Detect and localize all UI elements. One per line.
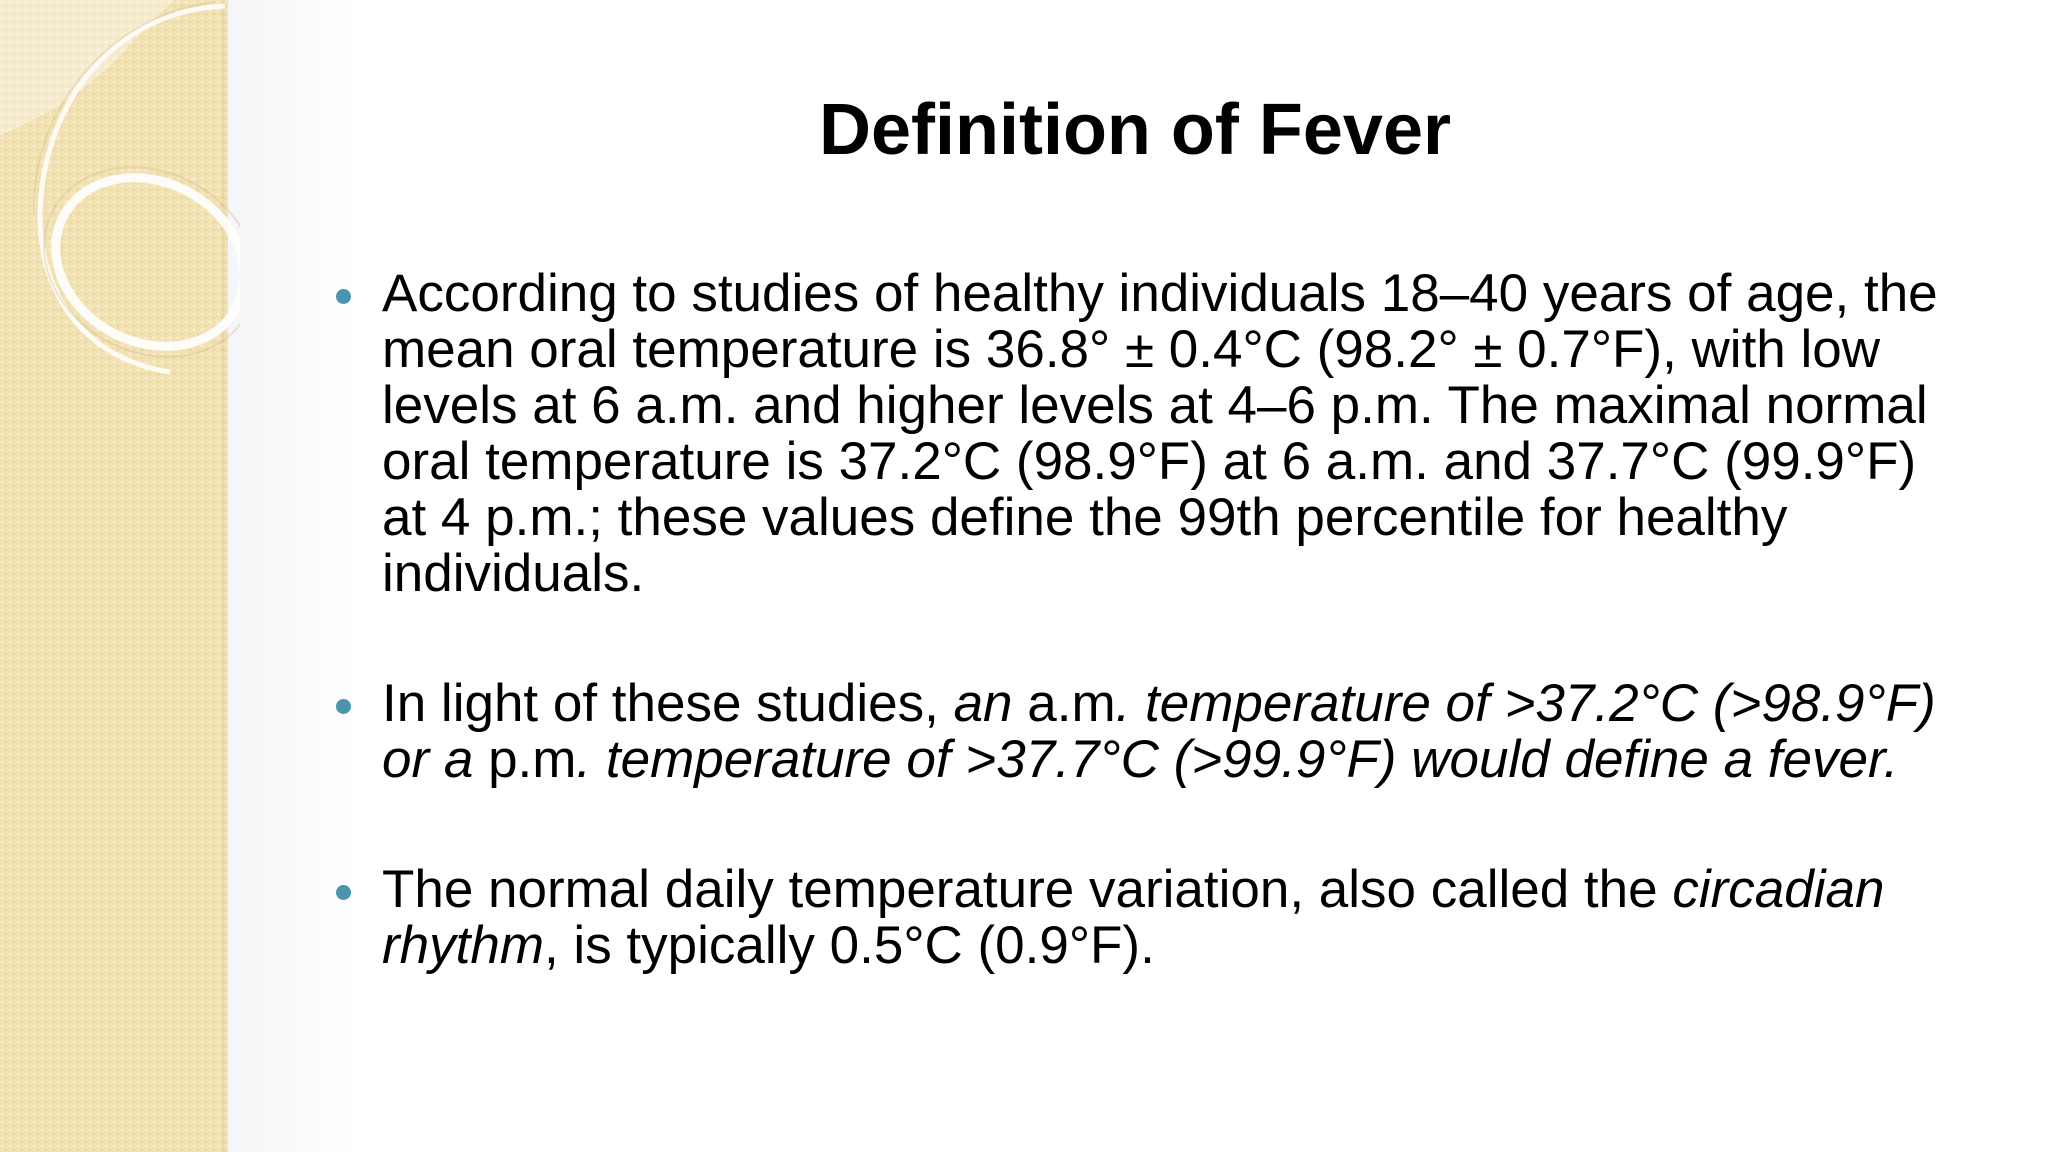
- bullet-text-segment: According to studies of healthy individuals 18–40 years of age, the mean oral temperature is 36.8° ± 0.4°C (98.2° ± 0.7°F), with low levels at 6 a.m. and higher levels at 4–6 p.m. The maximal normal oral temperature is 37.2°C (98.9°F) at 6 a.m. and 37.7°C (99.9°F) at 4 p.m.; these values define the 99th percentile for healthy individuals.: [382, 264, 1938, 603]
- bullet-list: [330, 266, 1950, 974]
- bullet-text-italic-segment: circadian rhythm: [382, 860, 1885, 975]
- bullet-item: [330, 676, 1950, 788]
- bullet-text: [382, 860, 1884, 975]
- slide-title: Definition of Fever: [818, 90, 1452, 170]
- bullet-text-italic-segment: . temperature of >37.2°C (>98.9°F) or a: [382, 674, 1936, 789]
- bullet-dot-icon: [336, 289, 351, 304]
- bullet-item: [330, 862, 1950, 974]
- bullet-text-segment: p.m: [488, 730, 577, 789]
- bullet-item: [330, 266, 1950, 602]
- bullet-text-segment: , is typically 0.5°C (0.9°F).: [543, 916, 1155, 975]
- bullet-text: [382, 264, 1938, 603]
- decorative-swirl-graphic: [0, 0, 240, 420]
- bullet-text-italic-segment: . temperature of >37.7°C (>99.9°F) would define a fever.: [576, 730, 1899, 789]
- bullet-text-segment: a.m: [1027, 674, 1116, 733]
- bullet-text: [382, 674, 1936, 789]
- bullet-dot-icon: [336, 699, 351, 714]
- bullet-text-segment: The normal daily temperature variation, also called the: [382, 860, 1673, 919]
- bullet-text-segment: In light of these studies,: [382, 674, 954, 733]
- bullet-dot-icon: [336, 885, 351, 900]
- bullet-text-italic-segment: an: [953, 674, 1028, 733]
